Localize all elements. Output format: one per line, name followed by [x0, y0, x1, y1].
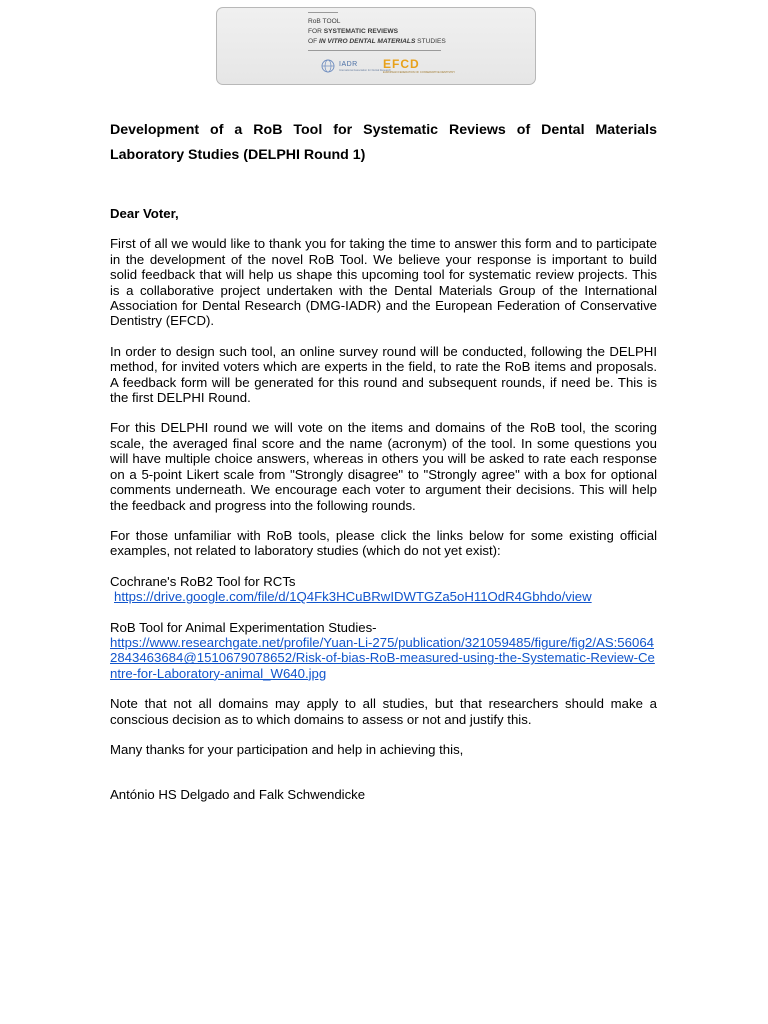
animal-rob-link[interactable]: https://www.researchgate.net/profile/Yuan-Li-275/publication/321059485/figure/fig2/AS:560642843463684@1510679078652/Risk-of-bias-RoB-measured-using-the-Systematic-Review-Centre-for-Laboratory-animal_W640.jpg [110, 634, 655, 681]
banner-line-3 [308, 37, 446, 47]
paragraph-thanks: Many thanks for your participation and help in achieving this, [110, 741, 464, 757]
banner-line-3-prefix: OF [308, 38, 319, 45]
banner-line-3-suffix: STUDIES [415, 38, 446, 45]
document-body [110, 118, 657, 803]
signature: António HS Delgado and Falk Schwendicke [110, 787, 366, 803]
banner-line-1: RoB TOOL [308, 18, 341, 25]
iadr-logo [321, 59, 391, 73]
cochrane-link-label: Cochrane's RoB2 Tool for RCTs [110, 573, 296, 589]
paragraph-note: Note that not all domains may apply to all studies, but that researchers should make a conscious decision as to which domains to assess or not and justify this. [110, 696, 657, 727]
efcd-logo [383, 58, 455, 74]
animal-link-block [110, 620, 657, 682]
cochrane-rob2-link[interactable]: https://drive.google.com/file/d/1Q4Fk3HCuBRwIDWTGZa5oH11OdR4Gbhdo/view [114, 589, 592, 605]
banner-divider [308, 50, 441, 51]
efcd-logo-subtitle: EUROPEAN FEDERATION OF CONSERVATIVE DENTISTRY [383, 71, 456, 74]
iadr-globe-icon [321, 59, 335, 73]
iadr-logo-subtitle: International Association for Dental Research [339, 68, 391, 72]
banner-text [308, 17, 446, 47]
header-banner [216, 7, 536, 85]
banner-divider [308, 12, 338, 13]
banner-line-2-bold: SYSTEMATIC REVIEWS [323, 28, 399, 35]
iadr-logo-text: IADR [339, 60, 358, 68]
banner-line-2-prefix: FOR [308, 28, 324, 35]
banner-line-2 [308, 27, 446, 37]
paragraph-voting: For this DELPHI round we will vote on the items and domains of the RoB tool, the scoring scale, the averaged final score and the name (acronym) of the tool. In some questions you will have multiple choice answers, whereas in others you will be asked to rate each response on a 5-point Likert scale from "Strongly disagree" to "Strongly agree" with a box for optional comments underneath. We encourage each voter to argument their decisions. This will help the feedback and progress into the following rounds. [110, 420, 657, 513]
paragraph-method: In order to design such tool, an online survey round will be conducted, following the DELPHI method, for invited voters which are experts in the field, to rate the RoB items and proposals. A feedback form will be generated for this round and subsequent rounds, if need be. This is the first DELPHI Round. [110, 343, 657, 406]
paragraph-examples: For those unfamiliar with RoB tools, please click the links below for some existing official examples, not related to laboratory studies (which do not yet exist): [110, 527, 657, 559]
greeting: Dear Voter, [110, 206, 179, 221]
efcd-logo-text: EFCD [383, 57, 420, 71]
banner-line-3-bold: IN VITRO DENTAL MATERIALS [319, 38, 416, 45]
cochrane-link-block [110, 574, 657, 605]
document-title: Development of a RoB Tool for Systematic Reviews of Dental Materials Laboratory Studies (DELPHI Round 1) [110, 122, 657, 163]
animal-link-label: RoB Tool for Animal Experimentation Studies- [110, 619, 377, 635]
paragraph-intro: First of all we would like to thank you for taking the time to answer this form and to participate in the development of the novel RoB Tool. We believe your response is important to build solid feedback that will help us shape this upcoming tool for systematic review projects. This is a collaborative project undertaken with the Dental Materials Group of the International Association for Dental Research (DMG-IADR) and the European Federation of Conservative Dentistry (EFCD). [110, 236, 657, 329]
